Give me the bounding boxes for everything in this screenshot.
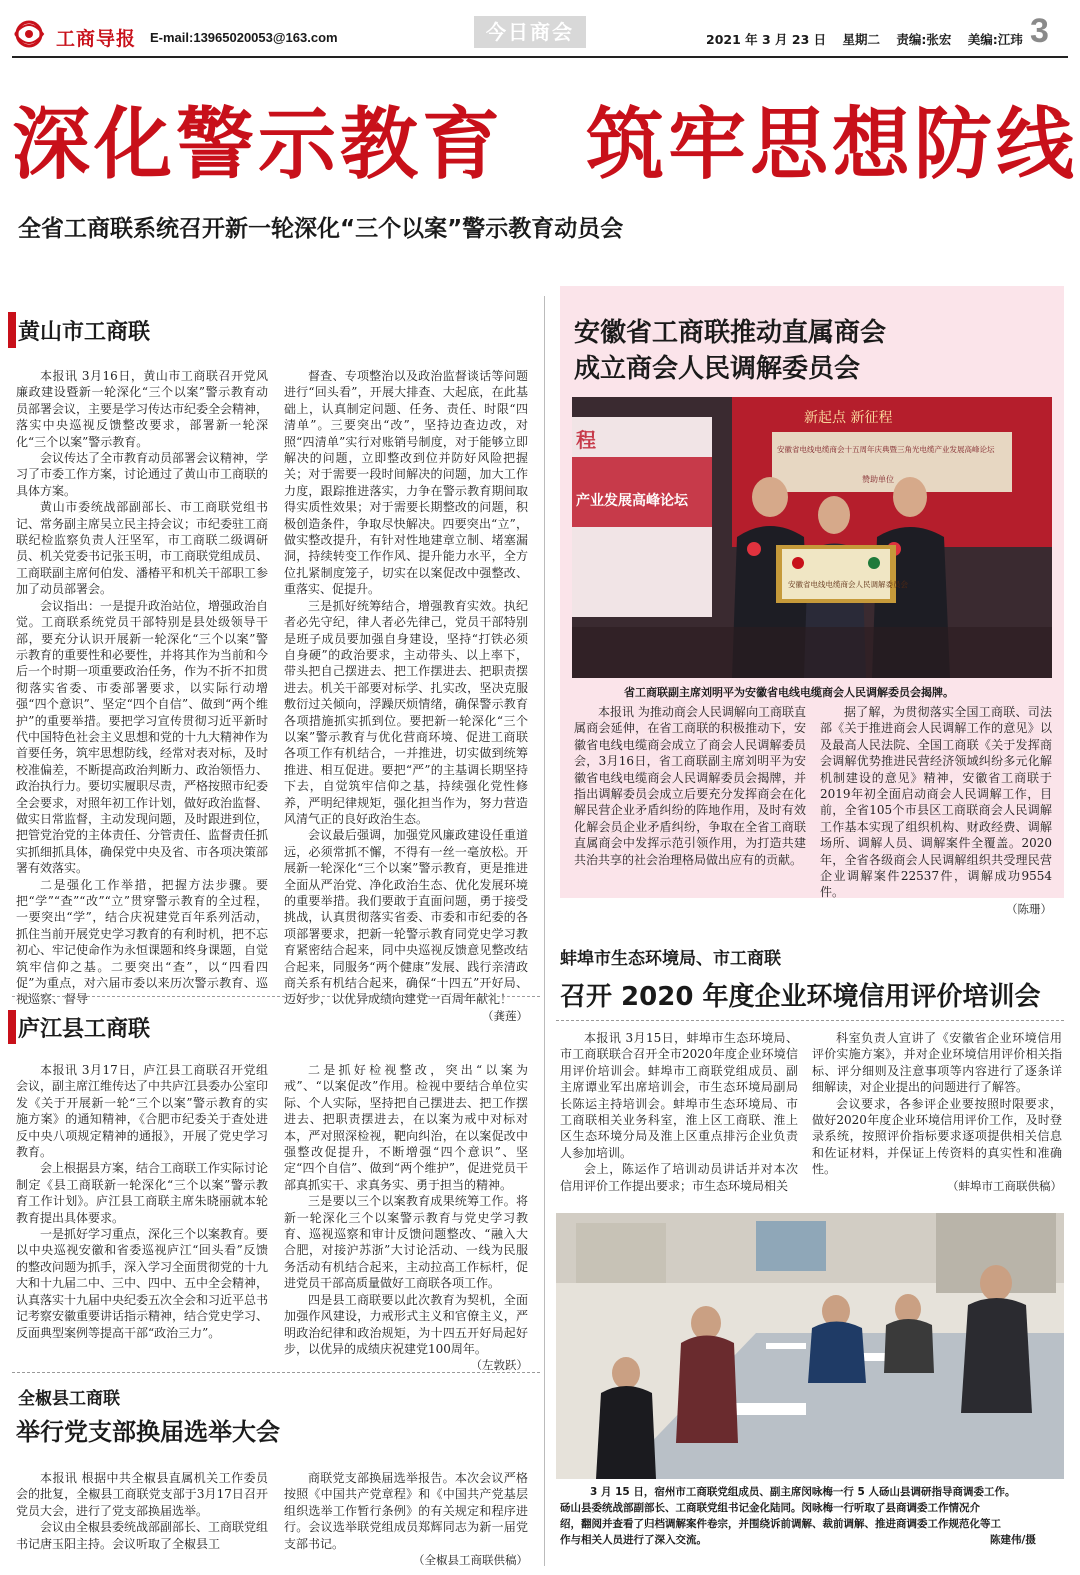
quanjiao-column-1: [16, 1470, 268, 1570]
issue-weekday: 星期二: [842, 32, 881, 47]
paragraph: 会上，陈运作了培训动员讲话并对本次信用评价工作提出要求；市生态环境局相关: [560, 1162, 798, 1193]
divider: [12, 1372, 540, 1373]
mediation-title-line2: 成立商会人民调解委员会: [574, 354, 861, 384]
paragraph: 一是抓好学习重点，深化三个以案教育。要以中央巡视安徽和省委巡视庐江“回头看”反馈的整改问题为抓手，深入学习全面贯彻党的十九大和十九届二中、三中、四中、五中全会精神，认真落实十九届中央纪委五次全会和习近平总书记考察安徽重要讲话指示精神，结合党史学习、反面典型案例等提高干部“政治三力”。: [16, 1227, 269, 1340]
photo-credit: 陈建伟/摄: [990, 1534, 1036, 1546]
banner-fragment: 程: [576, 428, 596, 452]
paragraph: 会上根据县方案，结合工商联工作实际讨论制定《县工商联新一轮深化“三个以案”警示教育工作计划》。庐江县工商联主席朱晓丽就本轮教育提出具体要求。: [16, 1161, 269, 1225]
main-subheadline: 全省工商联系统召开新一轮深化“三个以案”警示教育动员会: [18, 216, 624, 242]
bengbu-kicker: 蚌埠市生态环境局、市工商联: [560, 949, 781, 969]
paragraph: 本报讯 根据中共全椒县直属机关工作委员会的批复，全椒县工商联党支部于3月17日召开党员大会，进行了党支部换届选举。: [16, 1471, 268, 1518]
paragraph: 二是抓好检视整改，突出“以案为戒”、“以案促改”作用。检视中要结合单位实际、个人实际，坚持把自己摆进去、把工作摆进去、把职责摆进去，在以案为戒中对标对本，严对照深检视，靶向纠治，在以案促改中强整改促提升，不断增强“四个意识”、坚定“四个自信”、做到“两个维护”，促进党员干部真抓实干、求真务实、勇于担当的精神。: [284, 1063, 528, 1192]
huangshan-heading: 黄山市工商联: [18, 320, 151, 345]
plaque-ceremony-photo: [572, 397, 1052, 678]
paragraph: 商联党支部换届选举报告。本次会议严格按照《中国共产党章程》和《中国共产党基层组织选举工作暂行条例》的有关规定和程序进行。会议选举联党组成员郑辉同志为新一届党支部书记。: [284, 1471, 528, 1551]
editor-credit: 责编:张宏: [896, 32, 952, 47]
paragraph: 本报讯 3月17日，庐江县工商联召开党组会议，副主席江维传达了中共庐江县委办公室印发《关于开展新一轮“三个以案”警示教育的实施方案》的通知精神，《合肥市纪委关于查处进反中央八项规定精神的通报》，开展了党史学习教育。: [16, 1063, 269, 1160]
banner-sponsor-text: 赞助单位: [862, 475, 894, 484]
dateline: [706, 30, 1035, 48]
paragraph: 据了解，为贯彻落实全国工商联、司法部《关于推进商会人民调解工作的意见》以及最高人民法院、全国工商联《关于发挥商会调解优势推进民营经济领域纠纷多元化解机制建设的意见》精神，安徽省工商联于2019年初全面启动商会人民调解工作，目前，全省105个市县区工商联商会人民调解工作基本实现了组织机构、财政经费、调解场所、调解人员、调解案件全覆盖。2020年，全省各级商会人民调解组织共受理民营企业调解案件22537件，调解成功9554件。: [820, 705, 1052, 900]
divider: [556, 1020, 1064, 1021]
meeting-photo: [556, 1213, 1064, 1479]
paragraph: 会议要求，各参评企业要按照时限要求，做好2020年度企业环境信用评价工作，及时登录系统，按照评价指标要求逐项提供相关信息和佐证材料，并保证上传资料的真实性和准确性。: [812, 1096, 1062, 1177]
bengbu-heading: 召开 2020 年度企业环境信用评价培训会: [560, 982, 1041, 1012]
masthead-email: E-mail:13965020053@163.com: [150, 30, 338, 45]
paragraph: 本报讯 3月15日，蚌埠市生态环境局、市工商联联合召开全市2020年度企业环境信用评价培训会。蚌埠市工商联党组成员、副主席谭业军出席培训会，市生态环境局副局长陈运主持培训会。蚌埠市生态环境局、市工商联相关业务科室，淮上区工商联、淮上区生态环境分局及淮上区重点排污企业负责人参加培训。: [560, 1031, 798, 1160]
paragraph: 三是要以三个以案教育成果统筹工作。将新一轮深化三个以案警示教育与党史学习教育、巡视巡察和审计反馈问题整改、“融入大合肥，对接沪苏浙”大讨论活动、一线为民服务活动有机结合起来，主动拉高工作标杆，促进党员干部高质量做好工商联各项工作。: [284, 1194, 528, 1291]
byline: （全椒县工商联供稿）: [413, 1553, 528, 1568]
designer-credit: 美编:江玮: [967, 32, 1023, 47]
paragraph: 会议由全椒县委统战部副部长、工商联党组书记唐玉阳主持。会议听取了全椒县工: [16, 1520, 269, 1551]
paragraph: 三是抓好统筹结合，增强教育实效。执纪者必先守纪，律人者必先律己，党员干部特别是班子成员要加强自身建设，坚持“打铁必须自身硬”的政治要求，主动带头、以上率下，带头把自己摆进去、把工作摆进去、把职责摆进去。机关干部要对标学、扎实改，坚决克服敷衍过关倾向，浮躁厌烦情绪，确保警示教育各项措施抓实抓到位。要把新一轮深化“三个以案”警示教育与优化营商环境、促进工商联各项工作有机结合，一并推进，切实做到统筹推进、相互促进。要把“严”的主基调长期坚持下去，自觉筑牢信仰之基，持续强化党性修养，严明纪律规矩，强化担当作为，努力营造风清气正的良好政治生态。: [284, 598, 528, 826]
page-number: 3: [1030, 12, 1049, 50]
byline: （龚莲）: [482, 1008, 528, 1023]
mediation-column-1: [574, 704, 806, 890]
lujiang-heading: 庐江县工商联: [18, 1017, 151, 1042]
quanjiao-kicker: 全椒县工商联: [18, 1389, 120, 1409]
paragraph: 督查、专项整治以及政治监督谈话等问题进行“回头看”，开展大排查、大起底，在此基础上，认真制定问题、任务、责任、时限“四清单”。三要突出“改”，坚持边查边改，对照“四清单”实行对账销号制度，对于能够立即解决的问题，立即整改到位并防好风险把握关；对于需要一段时间解决的问题，加大工作力度，跟踪推进落实，力争在警示教育期间取得实质性效果；对于需要长期整改的问题，积极创造条件，争取尽快解决。四要突出“立”，做实整改提升，有针对性地建章立制、堵塞漏洞，持续转变工作作风、提升能力水平，全方位扎紧制度笼子，切实在以案促改中强整改、重落实、促提升。: [284, 369, 528, 597]
section-marker: [8, 312, 16, 348]
bengbu-column-2: [812, 1030, 1062, 1200]
paragraph: 会议最后强调，加强党风廉政建设任重道远，必须常抓不懈，不得有一丝一毫放松。开展新一轮深化“三个以案”警示教育，更是推进全面从严治党、净化政治生态、优化发展环境的重要举措。我们要敢于直面问题，勇于接受挑战，认真贯彻落实省委、市委和市纪委的各项部署要求，把新一轮警示教育同党史学习教育紧密结合起来，同中央巡视反馈意见整改结合起来，同服务“两个健康”发展、践行亲清政商关系有机结合起来，确保“十四五”开好局、迈好步，以优异成绩向建党一百周年献礼！: [284, 828, 528, 1007]
byline: （蚌埠市工商联供稿）: [947, 1178, 1062, 1193]
photo-caption: 省工商联副主席刘明平为安徽省电线电缆商会人民调解委员会揭牌。: [624, 686, 954, 699]
quanjiao-column-2: [284, 1470, 528, 1570]
photo-caption-line: 绍，翻阅并查看了归档调解案件卷宗，并围绕诉前调解、裁前调解、推进商调委工作规范化等工: [560, 1518, 1001, 1530]
divider: [12, 996, 540, 997]
byline: （左敦跃）: [470, 1358, 528, 1373]
banner-side-text: 产业发展高峰论坛: [576, 493, 688, 509]
paragraph: 本报讯 3月16日，黄山市工商联召开党风廉政建设暨新一轮深化“三个以案”警示教育动员部署会议，主要是学习传达市纪委全会精神，落实中央巡视反馈整改要求，部署新一轮深化“三个以案”警示教育。: [16, 369, 269, 449]
paragraph: 二是强化工作举措，把握方法步骤。要把“学”“查”“改”“立”贯穿警示教育的全过程，一要突出“学”，结合庆祝建党百年系列活动，抓住当前开展党史学习教育的有利时机，把不忘初心、牢记使命作为永恒课题和终身课题，自觉筑牢信仰之基。二要突出“查”，以“四看四促”为重点，对六届市委以来历次警示教育、巡视巡察、督导: [16, 877, 269, 1007]
mediation-title-line1: 安徽省工商联推动直属商会: [574, 318, 887, 348]
paragraph: 科室负责人宣讲了《安徽省企业环境信用评价实施方案》，并对企业环境信用评价相关指标、评分细则及注意事项等内容进行了逐条详细解读，对企业提出的问题进行了解答。: [812, 1031, 1062, 1095]
paragraph: 会议指出：一是提升政治站位，增强政治自觉。工商联系统党员干部特别是县处级领导干部，要充分认识开展新一轮深化“三个以案”警示教育的重要性和必要性，并将其作为当前和今后一个时期一项重要政治任务，作为不折不扣贯彻落实省委、市委部署要求，以实际行动增强“四个意识”、坚定“四个自信”、做到“两个维护”的重要举措。要把学习宣传贯彻习近平新时代中国特色社会主义思想和党的十九大精神作为首要任务，筑牢思想防线，经常对表对标，及时校准偏差，不断提高政治判断力、政治领悟力、政治执行力。要切实履职尽责，严格按照市纪委全会要求，对照年初工作计划，做好政治监督、做实日常监督，主动发现问题，及时跟进到位，把管党治党的主体责任、分管责任、监督责任抓实抓细抓具体，确保党中央及省、市各项决策部署有效落实。: [16, 598, 269, 876]
paper-logo-icon: [12, 20, 46, 48]
paragraph: 本报讯 为推动商会人民调解向工商联直属商会延伸，在省工商联的积极推动下，安徽省电线电缆商会成立了商会人民调解委员会，3月16日，省工商联副主席刘明平为安徽省电线电缆商会人民调解委员会揭牌，并指出调解委员会成立后要充分发挥商会在化解民营企业矛盾纠纷的阵地作用，及时有效化解会员企业矛盾纠纷，争取在全省工商联直属商会中发挥示范引领作用，为打造共建共治共享的社会治理格局做出应有的贡献。: [574, 705, 806, 867]
issue-date: 2021 年 3 月 23 日: [706, 32, 827, 47]
lujiang-column-1: [16, 1062, 268, 1362]
section-label: 今日商会: [474, 16, 586, 48]
byline: （陈珊）: [1006, 901, 1052, 916]
photo-illustration: [572, 397, 1052, 678]
photo-caption-line: 3 月 15 日，宿州市工商联党组成员、副主席闵咏梅一行 5 人砀山县调研指导商调委工作。: [590, 1486, 1016, 1498]
lujiang-column-2: [284, 1062, 528, 1373]
plaque-text: 安徽省电线电缆商会人民调解委员会: [788, 580, 908, 589]
banner-slogan: 新起点 新征程: [804, 410, 893, 426]
huangshan-column-2: [284, 368, 528, 1023]
paragraph: 四是县工商联要以此次教育为契机，全面加强作风建设，力戒形式主义和官僚主义，严明政治纪律和政治规矩，为十四五开好局起好步，以优异的成绩庆祝建党100周年。: [284, 1292, 528, 1356]
paragraph: 会议传达了全市教育动员部署会议精神，学习了市委工作方案，讨论通过了黄山市工商联的具体方案。: [16, 451, 269, 498]
column-divider: [544, 296, 545, 1566]
mediation-column-2: [820, 704, 1052, 916]
photo-caption-line: 作与相关人员进行了深入交流。: [560, 1534, 707, 1546]
photo-illustration: [556, 1213, 1064, 1479]
quanjiao-heading: 举行党支部换届选举大会: [16, 1418, 280, 1446]
paper-name: 工商导报: [56, 28, 137, 50]
huangshan-column-1: [16, 368, 269, 1007]
paragraph: 黄山市委统战部副部长、市工商联党组书记、常务副主席吴立民主持会议；市纪委驻工商联纪检监察负责人汪坚军，市工商联二级调研员、机关党委书记张玉明，市工商联党组成员、工商联副主席何伯发、潘椿平和机关干部职工参加了动员部署会。: [16, 500, 269, 597]
main-headline: 深化警示教育 筑牢思想防线: [12, 100, 1079, 190]
masthead-rule: [12, 56, 1068, 58]
photo-caption-line: 砀山县委统战部副部长、工商联党组书记金化陆同。闵咏梅一行听取了县商调委工作情况介: [560, 1502, 980, 1514]
banner-event-text: 安徽省电线电缆商会十五周年庆典暨三角光电缆产业发展高峰论坛: [777, 445, 995, 454]
bengbu-column-1: [560, 1030, 798, 1200]
section-marker: [8, 1010, 16, 1044]
